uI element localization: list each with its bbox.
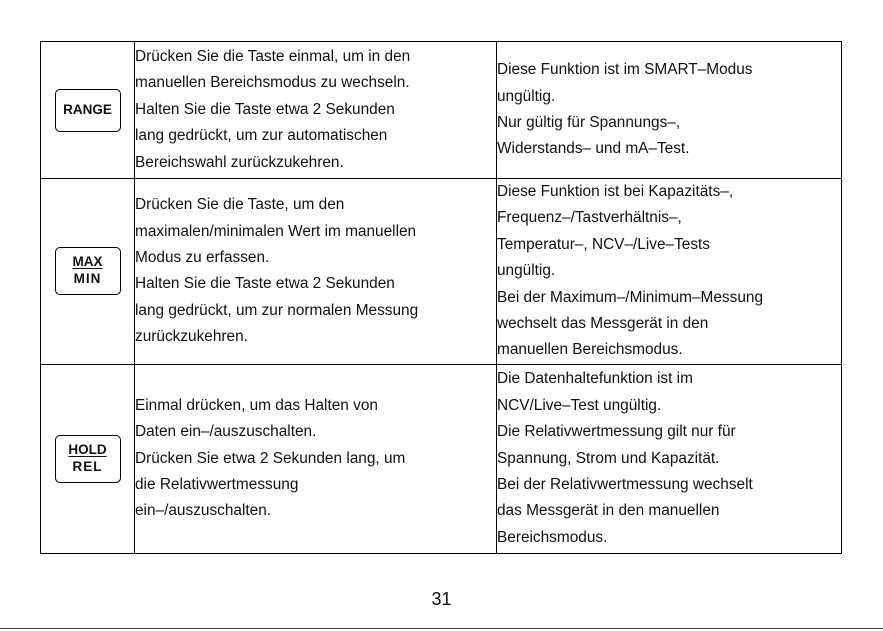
page-number: 31 (431, 589, 452, 609)
note-line: Die Datenhaltefunktion ist im (497, 370, 693, 388)
description-line: lang gedrückt, um zur normalen Messung (135, 301, 419, 319)
note-line: Diese Funktion ist bei Kapazitäts–, (497, 183, 734, 200)
note-cell-max-min (497, 179, 842, 365)
hold-rel-key-icon (55, 435, 121, 483)
description-line: ein–/auszuschalten. (135, 502, 272, 520)
note-line: Temperatur–, NCV–/Live–Tests (497, 235, 710, 253)
description-cell-hold-rel (135, 364, 497, 553)
note-cell-range (497, 42, 842, 179)
key-cell-hold-rel (41, 364, 135, 553)
key-label-bottom: REL (72, 458, 103, 474)
note-line: das Messgerät in den manuellen (497, 502, 720, 520)
note-line: Diese Funktion ist im SMART–Modus (497, 61, 753, 79)
note-cell-hold-rel (497, 364, 842, 553)
note-line: manuellen Bereichsmodus. (497, 341, 683, 359)
table-row-max-min (41, 179, 842, 365)
description-line: lang gedrückt, um zur automatischen (135, 127, 388, 145)
description-line: Halten Sie die Taste etwa 2 Sekunden (135, 100, 395, 118)
description-line: Einmal drücken, um das Halten von (135, 396, 378, 414)
description-line: maximalen/minimalen Wert im manuellen (135, 222, 417, 240)
description-line: Bereichswahl zurückzukehren. (135, 153, 344, 171)
range-key-icon: RANGE (55, 89, 121, 132)
note-line: Frequenz–/Tastverhältnis–, (497, 209, 682, 227)
description-line: Halten Sie die Taste etwa 2 Sekunden (135, 275, 395, 293)
description-line: zurückzukehren. (135, 328, 248, 346)
note-line: Die Relativwertmessung gilt nur für (497, 423, 736, 441)
description-line: Modus zu erfassen. (135, 249, 270, 267)
note-line: NCV/Live–Test ungültig. (497, 396, 662, 414)
note-line: Bei der Maximum–/Minimum–Messung (497, 288, 763, 306)
key-label-top: HOLD (68, 441, 107, 457)
description-line: Drücken Sie die Taste, um den (135, 196, 345, 214)
table-row-range (41, 42, 842, 179)
key-cell-range (41, 42, 135, 179)
max-min-key-icon (55, 247, 121, 295)
note-line: ungültig. (497, 87, 556, 105)
note-line: wechselt das Messgerät in den (497, 315, 709, 333)
note-line: Bereichsmodus. (497, 528, 608, 546)
description-line: die Relativwertmessung (135, 476, 299, 494)
note-line: Widerstands– und mA–Test. (497, 140, 690, 158)
function-key-table (40, 41, 842, 554)
key-label-bottom: MIN (73, 271, 102, 287)
key-cell-max-min (41, 179, 135, 365)
description-cell-range (135, 42, 497, 179)
description-line: Drücken Sie etwa 2 Sekunden lang, um (135, 449, 406, 467)
table-row-hold-rel (41, 364, 842, 553)
description-cell-max-min (135, 179, 497, 365)
description-line: Daten ein–/auszuschalten. (135, 423, 317, 441)
key-label-top: MAX (72, 254, 103, 270)
footer-divider (0, 628, 883, 629)
note-line: ungültig. (497, 262, 556, 280)
description-line: manuellen Bereichsmodus zu wechseln. (135, 74, 410, 92)
note-line: Nur gültig für Spannungs–, (497, 114, 681, 131)
note-line: Spannung, Strom und Kapazität. (497, 449, 720, 467)
note-line: Bei der Relativwertmessung wechselt (497, 476, 753, 494)
description-line: Drücken Sie die Taste einmal, um in den (135, 47, 411, 65)
